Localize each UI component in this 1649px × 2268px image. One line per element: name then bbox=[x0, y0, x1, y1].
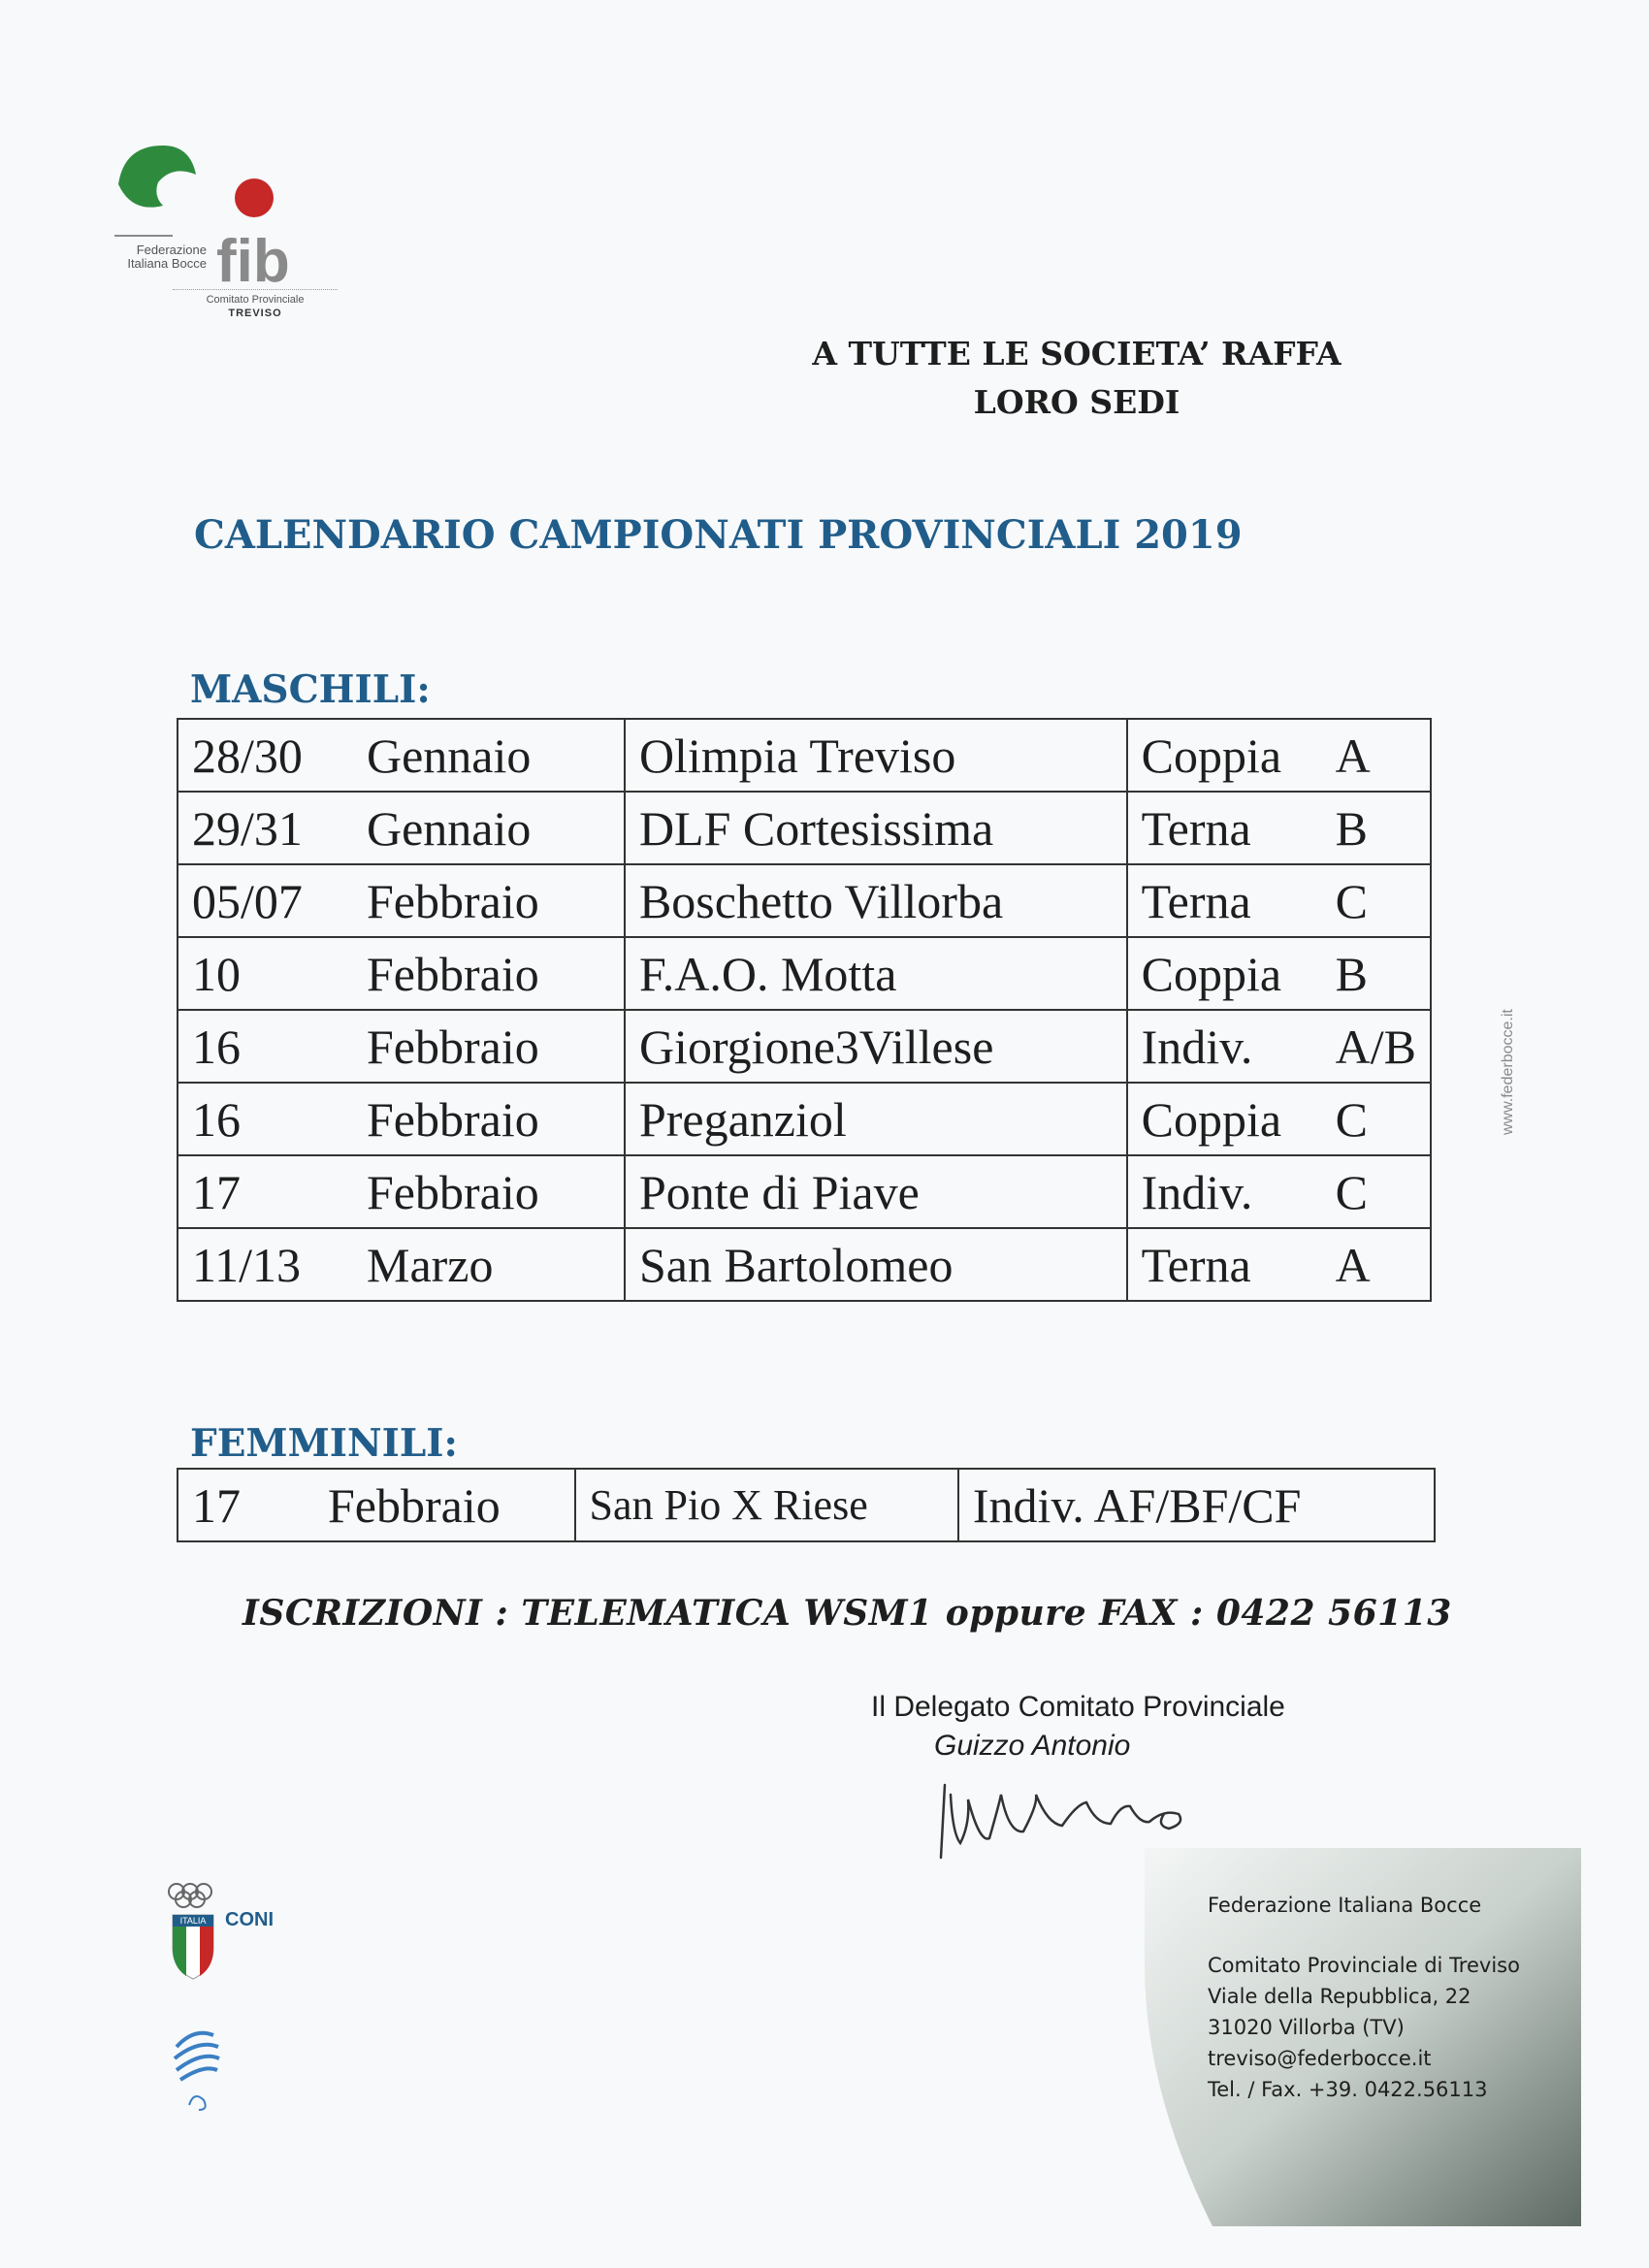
table-row bbox=[178, 1155, 1431, 1228]
category-cell: Indiv. AF/BF/CF bbox=[958, 1469, 1435, 1541]
venue-cell: San Bartolomeo bbox=[625, 1228, 1127, 1301]
category-kind: Terna bbox=[1141, 800, 1251, 856]
category-kind: Indiv. bbox=[1141, 1019, 1253, 1074]
coni-label: CONI bbox=[225, 1909, 274, 1930]
date-month: Febbraio bbox=[367, 946, 539, 1001]
table-row bbox=[178, 1083, 1431, 1155]
category-class: A bbox=[1335, 1237, 1371, 1292]
date-month: Febbraio bbox=[328, 1477, 501, 1533]
venue-cell: Preganziol bbox=[625, 1083, 1127, 1155]
maschili-label: MASCHILI: bbox=[190, 667, 431, 712]
date-month: Gennaio bbox=[367, 728, 532, 783]
category-kind: Indiv. bbox=[1141, 1164, 1253, 1219]
addressee-line1: A TUTTE LE SOCIETA’ RAFFA bbox=[812, 335, 1342, 373]
date-cell bbox=[178, 1155, 625, 1228]
femminili-table-body bbox=[178, 1469, 1435, 1541]
date-number: 11/13 bbox=[192, 1237, 302, 1292]
footer-line: 31020 Villorba (TV) bbox=[1208, 2016, 1405, 2039]
table-row bbox=[178, 1469, 1435, 1541]
maschili-table-body bbox=[178, 719, 1431, 1301]
date-cell bbox=[178, 1083, 625, 1155]
logo-federation bbox=[124, 243, 207, 271]
olympic-rings-icon bbox=[165, 1882, 301, 1989]
category-class: A/B bbox=[1335, 1019, 1416, 1074]
logo-committee: Comitato Provinciale bbox=[206, 294, 305, 306]
venue-cell: Giorgione3Villese bbox=[625, 1010, 1127, 1083]
date-number: 05/07 bbox=[192, 873, 303, 928]
category-kind: Terna bbox=[1141, 1237, 1251, 1292]
category-class: C bbox=[1335, 873, 1368, 928]
page-title: CALENDARIO CAMPIONATI PROVINCIALI 2019 bbox=[194, 512, 1243, 558]
date-month: Febbraio bbox=[367, 873, 539, 928]
venue-cell: F.A.O. Motta bbox=[625, 937, 1127, 1010]
category-kind: Terna bbox=[1141, 873, 1251, 928]
date-month: Febbraio bbox=[367, 1091, 539, 1147]
date-cell bbox=[178, 719, 625, 792]
table-row bbox=[178, 719, 1431, 792]
maschili-table bbox=[177, 718, 1432, 1302]
category-cell bbox=[1127, 1083, 1431, 1155]
coni-flag-text: ITALIA bbox=[179, 1916, 207, 1926]
category-kind: Coppia bbox=[1141, 946, 1282, 1001]
table-row bbox=[178, 864, 1431, 937]
date-number: 10 bbox=[192, 946, 241, 1001]
date-cell bbox=[178, 1228, 625, 1301]
addressee bbox=[679, 330, 1474, 427]
coni-logo bbox=[165, 1882, 301, 1989]
delegate-role: Il Delegato Comitato Provinciale bbox=[871, 1691, 1285, 1723]
table-row bbox=[178, 937, 1431, 1010]
footer-email: treviso@federbocce.it bbox=[1208, 2047, 1432, 2070]
category-cell bbox=[1127, 1228, 1431, 1301]
femminili-label: FEMMINILI: bbox=[190, 1421, 458, 1466]
logo-federation-line2: Italiana Bocce bbox=[127, 256, 207, 271]
category-cell bbox=[1127, 719, 1431, 792]
addressee-line2: LORO SEDI bbox=[973, 383, 1180, 421]
category-class: B bbox=[1335, 800, 1368, 856]
date-number: 17 bbox=[192, 1164, 241, 1219]
logo-federation-line1: Federazione bbox=[136, 243, 207, 257]
fib-logo bbox=[114, 146, 338, 330]
table-row bbox=[178, 1010, 1431, 1083]
venue-cell: Olimpia Treviso bbox=[625, 719, 1127, 792]
category-cell bbox=[1127, 1010, 1431, 1083]
date-cell bbox=[178, 1469, 575, 1541]
footer-phone: Tel. / Fax. +39. 0422.56113 bbox=[1208, 2078, 1488, 2101]
date-number: 29/31 bbox=[192, 800, 303, 856]
date-month: Febbraio bbox=[367, 1019, 539, 1074]
venue-cell: San Pio X Riese bbox=[575, 1469, 958, 1541]
paralympic-logo-icon bbox=[165, 2018, 262, 2124]
date-number: 17 bbox=[192, 1477, 241, 1533]
venue-cell: Boschetto Villorba bbox=[625, 864, 1127, 937]
date-number: 28/30 bbox=[192, 728, 303, 783]
category-cell bbox=[1127, 1155, 1431, 1228]
category-class: B bbox=[1335, 946, 1368, 1001]
footer-line: Comitato Provinciale di Treviso bbox=[1208, 1954, 1520, 1977]
logo-city: TREVISO bbox=[228, 308, 282, 319]
date-cell bbox=[178, 864, 625, 937]
iscrizioni-note: ISCRIZIONI : TELEMATICA WSM1 oppure FAX : 0422 56113 bbox=[242, 1593, 1452, 1634]
delegate-name: Guizzo Antonio bbox=[934, 1730, 1131, 1762]
table-row bbox=[178, 792, 1431, 864]
category-class: C bbox=[1335, 1164, 1368, 1219]
category-cell bbox=[1127, 792, 1431, 864]
side-url: www.federbocce.it bbox=[1500, 1009, 1516, 1135]
category-class: C bbox=[1335, 1091, 1368, 1147]
venue-cell: DLF Cortesissima bbox=[625, 792, 1127, 864]
femminili-table bbox=[177, 1468, 1436, 1542]
date-cell bbox=[178, 792, 625, 864]
fib-brand-text: fib bbox=[216, 228, 290, 295]
category-kind: Coppia bbox=[1141, 728, 1282, 783]
table-row bbox=[178, 1228, 1431, 1301]
category-cell bbox=[1127, 937, 1431, 1010]
date-cell bbox=[178, 937, 625, 1010]
date-month: Gennaio bbox=[367, 800, 532, 856]
date-month: Febbraio bbox=[367, 1164, 539, 1219]
date-month: Marzo bbox=[367, 1237, 494, 1292]
footer-org: Federazione Italiana Bocce bbox=[1208, 1894, 1482, 1917]
venue-cell: Ponte di Piave bbox=[625, 1155, 1127, 1228]
footer-contacts bbox=[1208, 1890, 1520, 2105]
date-number: 16 bbox=[192, 1091, 241, 1147]
date-cell bbox=[178, 1010, 625, 1083]
category-kind: Coppia bbox=[1141, 1091, 1282, 1147]
category-class: A bbox=[1335, 728, 1371, 783]
date-number: 16 bbox=[192, 1019, 241, 1074]
footer-line: Viale della Repubblica, 22 bbox=[1208, 1985, 1471, 2008]
delegate-block bbox=[871, 1688, 1285, 1766]
category-cell bbox=[1127, 864, 1431, 937]
